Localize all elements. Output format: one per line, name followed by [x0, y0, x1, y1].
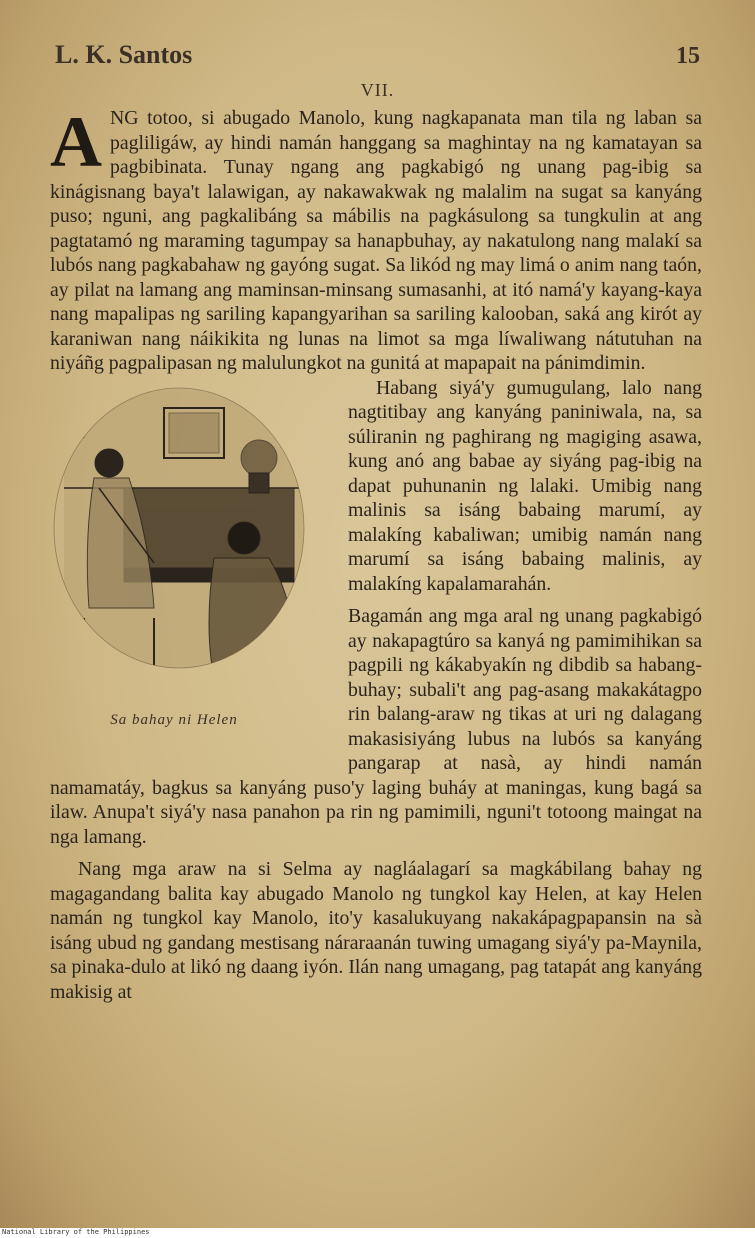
illustration: [44, 378, 334, 758]
illustration-piano-scene: [44, 378, 314, 698]
paragraph-4: Nang mga araw na si Selma ay nagláalagarí sa magkábilang bahay ng magagandang balita kay abugado Manolo ng tungkol kay Helen, at kay Helen namán ng tungkol kay Manolo, ito'y kasalukuyang nakakápagpapansin na sà isáng ubud ng gandang mestisang náraraanán tuwing umagang siyá'y pa-Maynila, sa pinaka-dulo at likó ng daang iyón. Ilán nang umagang, pag tatapát ang kanyáng makisig at: [50, 858, 702, 1003]
drop-cap: A: [50, 102, 102, 182]
paragraph-2: Habang siyá'y gumugulang, lalo nang nagtitibay ang kanyáng paniniwala, na, sa súliranin ng paghirang ng magiging asawa, kung anó ang babae ay siyáng pag-ibig na dapat puhunanin ng lalaki. Umibig nang malinis sa isáng babaing marumí, ay malakíng kabaliwan; umibig namán nang marumí sa isáng babaing malinis, ay malakíng kapalamarahán.: [348, 376, 702, 595]
paragraph-1-text: NG totoo, si abugado Manolo, kung nagkapanata man tila ng laban sa pagliligáw, ay hindi namán hanggang sa maghintay na ng kamatayan sa pagbibinata. Tunay ngang ang pagkabigó ng unang pag-ibig sa kinágisnang baya't lalawigan, ay nakawakwak ng malalim na sugat sa kanyáng puso; nguni, ang pagkalibáng sa mábilis na pagkásulong sa tungkulin at ang pagtatamó ng maraming tagumpay sa hanapbuhay, ay nakatulong nang malakí sa lubós nang pagkabahaw ng gayóng sugat. Sa likód ng may limá o anim nang taón, ay pilat na lamang ang maminsan-minsang sumasanhi, at itó namá'y kayang-kaya nang mapalipas ng sariling kapangyarihan sa sariling kalooban, saká ang kirót ay karaniwan nang náikikita ng lunas na limot sa mga líwaliwang nátutuhan na niyáñg pagpalipasan ng malulungkot na gunitá at mapapait na pánimdimin.: [50, 107, 702, 374]
illustration-caption: Sa bahay ni Helen: [110, 711, 238, 728]
body-text: [50, 102, 702, 1004]
library-footer: National Library of the Philippines: [2, 1228, 150, 1236]
running-header: [55, 40, 700, 70]
chapter-heading: VII.: [360, 80, 395, 100]
paragraph-1: [50, 102, 702, 376]
author-name: L. K. Santos: [55, 40, 193, 69]
page-number: 15: [676, 43, 700, 69]
paragraph-3: Bagamán ang mga aral ng unang pagkabigó ay nakapagtúro sa kanyá ng pamimihikan sa pagpili ng kákabyakín ng dibdib sa habang-buhay; subali't ang pag-asang makakátagpo rin balang-araw ng tikas at uri ng dalagang makasisiyáng lubus na lubós sa kanyáng pangarap at nasà, ay hindi namán namamatáy, bagkus sa kanyáng puso'y laging buháy at maningas, kung bagá sa ilaw. Anupa't siyá'y nasa panahon pa rin ng pamimili, nguni't totoong maingat na nga lamang.: [50, 605, 702, 848]
